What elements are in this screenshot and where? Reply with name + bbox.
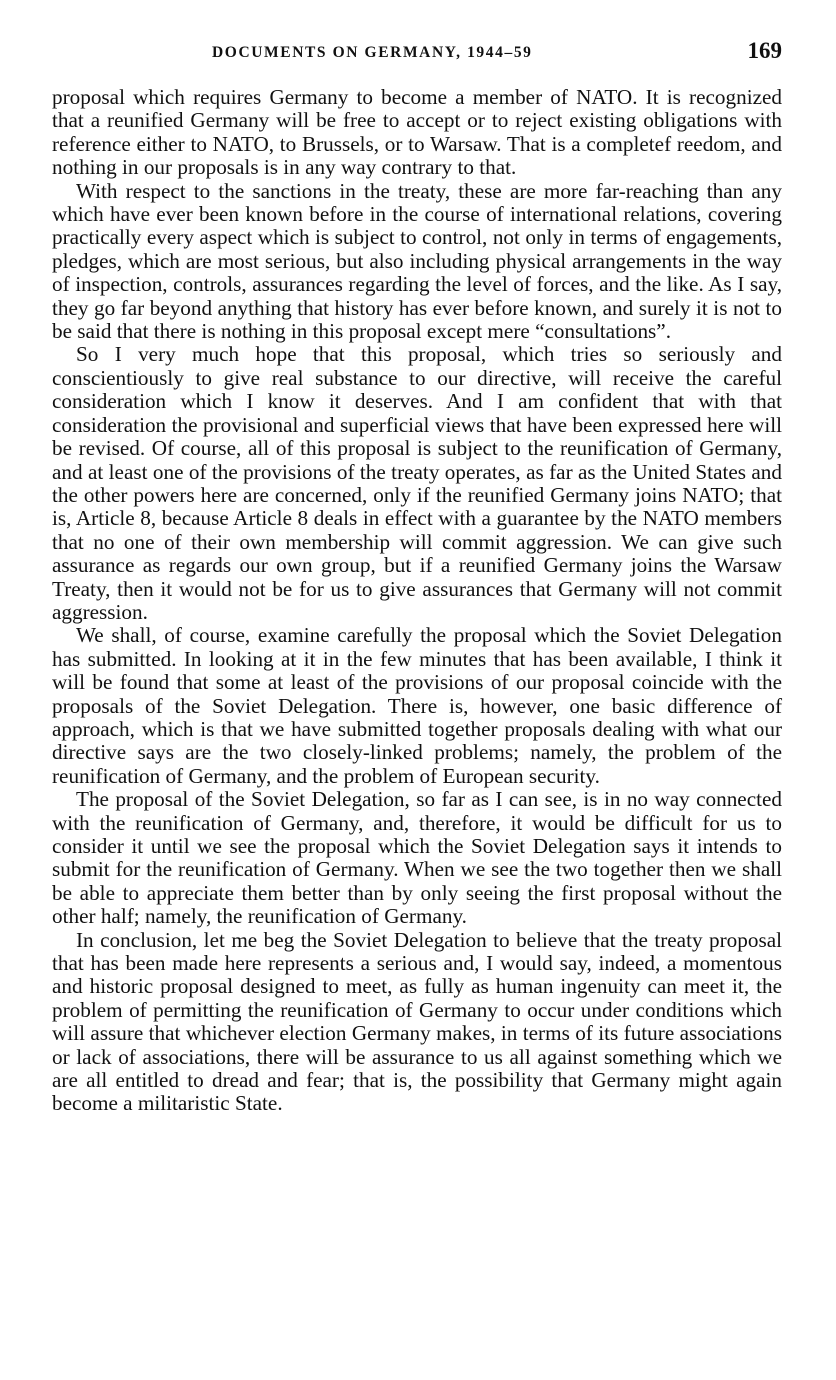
document-body <box>52 86 782 1116</box>
paragraph-consideration: So I very much hope that this proposal, which tries so seriously and conscientiously to give real substance to our directive, will receive the careful consideration which I know it deserves. And I am confident that with that consideration the provisional and superficial views that have been expressed here will be revised. Of course, all of this proposal is subject to the reunification of Germany, and at least one of the provisions of the treaty operates, as far as the United States and the other powers here are concerned, only if the reunified Germany joins NATO; that is, Article 8, because Article 8 deals in effect with a guarantee by the NATO members that no one of their own membership will commit aggression. We can give such assurance as regards our own group, but if a reunified Germany joins the Warsaw Treaty, then it would not be for us to give assurances that Germany will not commit aggression. <box>52 342 782 624</box>
paragraph-conclusion: In conclusion, let me beg the Soviet Delegation to believe that the treaty proposal that has been made here represents a serious and, I would say, indeed, a momentous and historic proposal designed to meet, as fully as human ingenuity can meet it, the problem of permitting the reunification of Germany to occur under conditions which will assure that whichever election Germany makes, in terms of its future associations or lack of associations, there will be assurance to us all against something which we are all entitled to dread and fear; that is, the possibility that Germany might again become a militaristic State. <box>52 927 782 1116</box>
page-header <box>52 40 782 70</box>
running-title: DOCUMENTS ON GERMANY, 1944–59 <box>212 44 533 61</box>
paragraph-continued: proposal which requires Germany to become a member of NATO. It is recognized that a reunified Germany will be free to accept or to reject existing obligations with reference either to NATO, to Brussels, or to Warsaw. That is a completef reedom, and nothing in our proposals is in any way contrary to that. <box>52 85 782 180</box>
paragraph-soviet-proposal: We shall, of course, examine carefully the proposal which the Soviet Delegation has submitted. In looking at it in the few minutes that has been available, I think it will be found that some at least of the provisions of our proposal coincide with the proposals of the Soviet Delegation. There is, however, one basic difference of approach, which is that we have submitted together proposals dealing with what our directive says are the two closely-linked problems; namely, the problem of the reunification of Germany, and the problem of European security. <box>52 623 782 788</box>
paragraph-sanctions: With respect to the sanctions in the treaty, these are more far-reaching than any which have ever been known before in the course of international relations, covering practically every aspect which is subject to control, not only in terms of engagements, pledges, which are most serious, but also including physical arrangements in the way of inspection, controls, assurances regarding the level of forces, and the like. As I say, they go far beyond anything that history has ever before known, and surely it is not to be said that there is nothing in this proposal except mere “consultations”. <box>52 178 782 344</box>
page-number: 169 <box>747 38 782 63</box>
paragraph-reunification: The proposal of the Soviet Delegation, so far as I can see, is in no way connected with the reunification of Germany, and, therefore, it would be difficult for us to consider it until we see the proposal which the Soviet Delegation says it intends to submit for the reunification of Germany. When we see the two together then we shall be able to appreciate them better than by only seeing the first proposal without the other half; namely, the reunification of Germany. <box>52 787 782 929</box>
